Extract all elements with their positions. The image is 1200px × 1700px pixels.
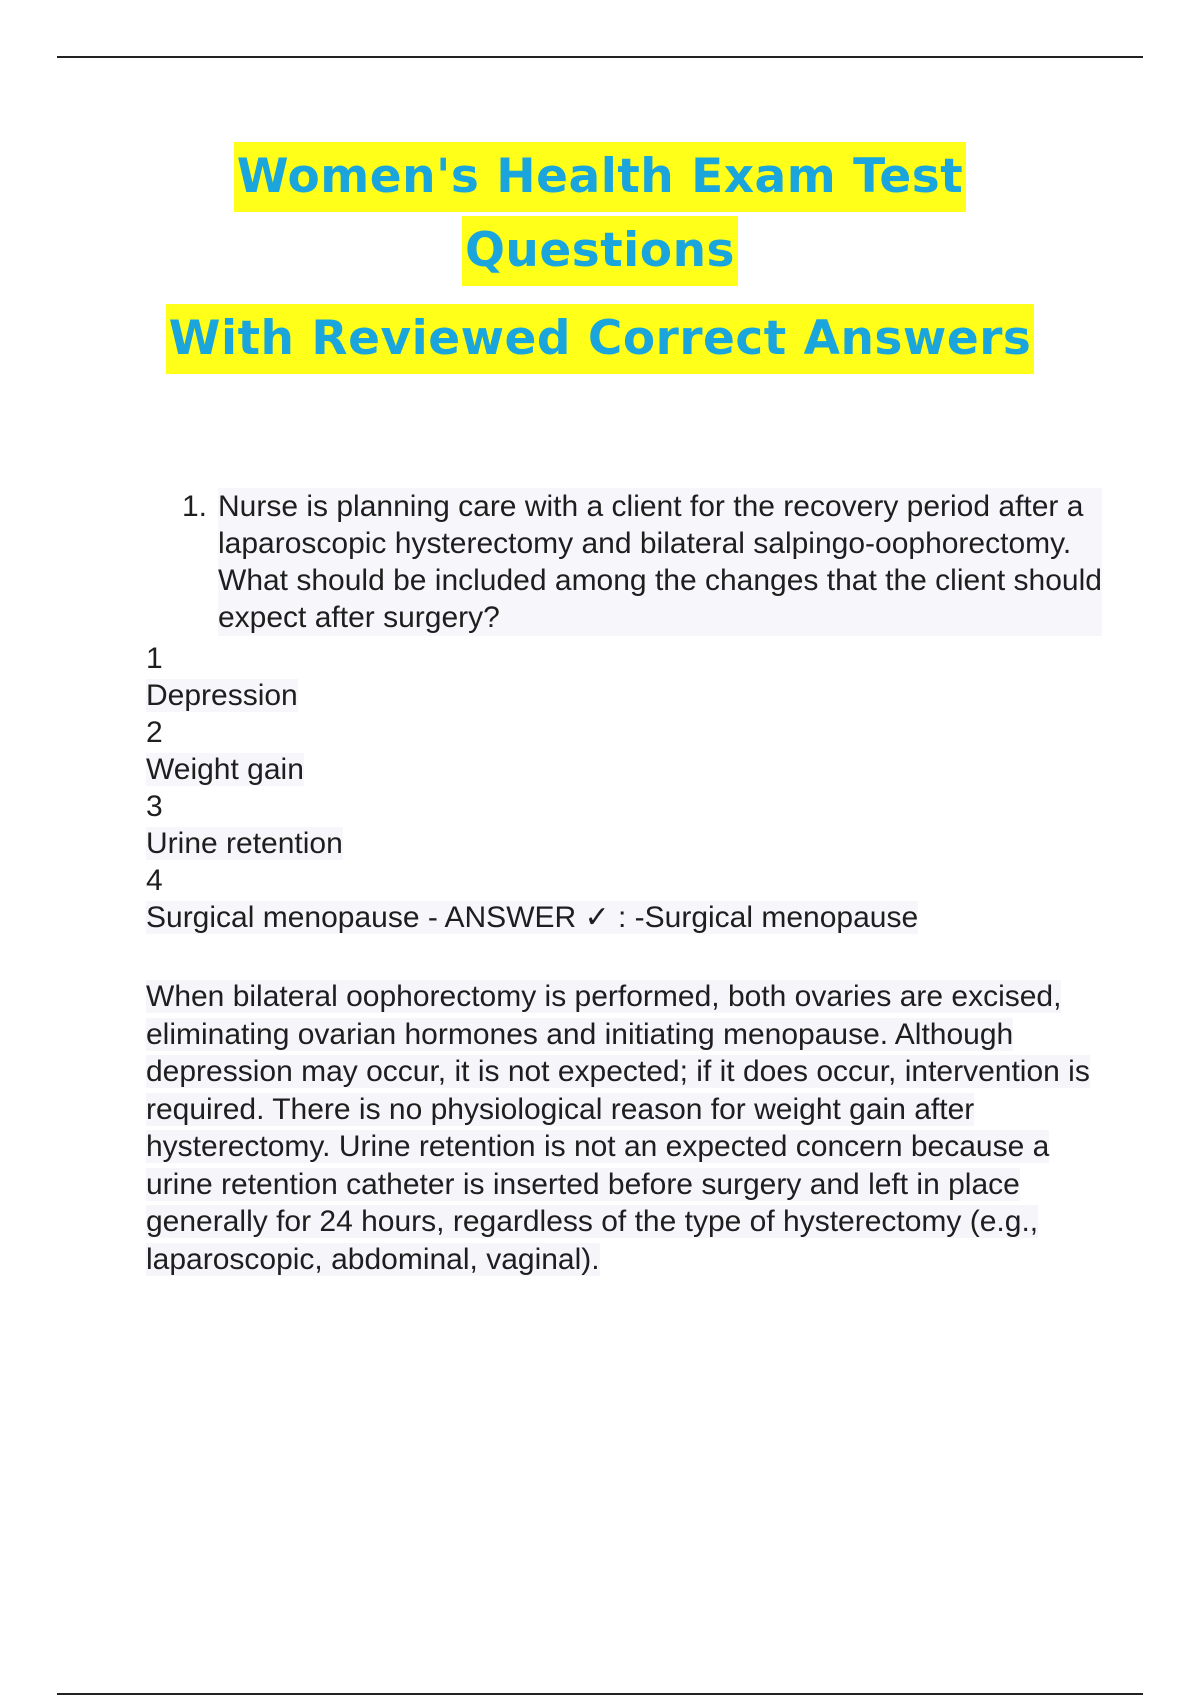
question-text: Nurse is planning care with a client for the recovery period after a laparoscopic hysterectomy and bilateral salpingo-oophorectomy. What should be included among the changes that the client should expect after surgery? <box>218 490 1102 634</box>
option-label: Urine retention <box>146 827 343 860</box>
explanation-text: When bilateral oophorectomy is performed, both ovaries are excised, eliminating ovarian hormones and initiating menopause. Although depression may occur, it is not expected; if it does occur, intervention is required. There is no physiological reason for weight gain after hysterectomy. Urine retention is not an expected concern because a urine retention catheter is inserted before surgery and left in place generally for 24 hours, regardless of the type of hysterectomy (e.g., laparoscopic, abdominal, vaginal). <box>146 980 1090 1276</box>
option-label: Weight gain <box>146 753 304 786</box>
option-label-answer: Surgical menopause - ANSWER ✓ : -Surgical menopause <box>146 901 919 934</box>
document-subtitle: With Reviewed Correct Answers <box>166 304 1035 374</box>
title-line-2: Questions <box>462 216 738 286</box>
answer-explanation <box>146 978 1091 1278</box>
top-rule <box>57 56 1143 58</box>
document-title-block <box>0 142 1200 378</box>
option-number: 2 <box>146 716 163 749</box>
answer-options <box>146 640 1106 936</box>
bottom-rule <box>57 1693 1143 1695</box>
question-1 <box>182 488 1102 636</box>
option-number: 1 <box>146 642 163 675</box>
option-label: Depression <box>146 679 298 712</box>
option-number: 3 <box>146 790 163 823</box>
option-number: 4 <box>146 864 163 897</box>
title-line-1: Women's Health Exam Test <box>234 142 966 212</box>
question-number: 1. <box>182 490 208 523</box>
